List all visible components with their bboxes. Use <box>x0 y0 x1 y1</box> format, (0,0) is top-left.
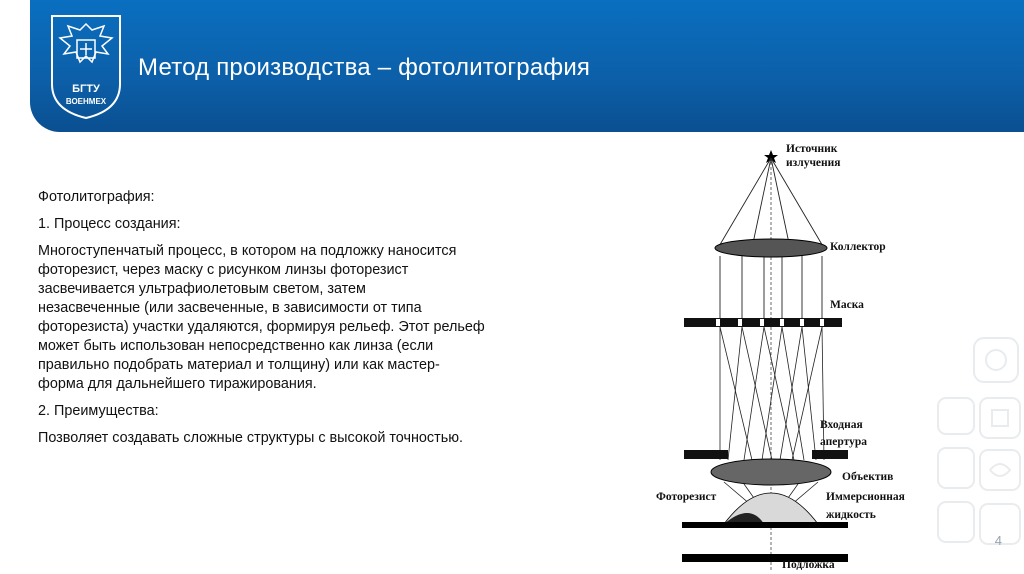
label-immersion-1: Иммерсионная <box>826 491 905 503</box>
section1-line: фоторезист, через маску с рисунком линзы фоторезист <box>38 262 409 278</box>
label-aperture-1: Входная <box>820 419 863 431</box>
decorative-pattern <box>934 330 1024 574</box>
section1-line: Многоступенчатый процесс, в котором на подложку наносится <box>38 243 457 259</box>
page-number: 4 <box>994 533 1002 548</box>
section1-line: правильно подобрать материал и толщину) или как мастер- <box>38 357 440 373</box>
section1-line: фоторезиста) участки удаляются, формируя рельеф. Этот рельеф <box>38 319 485 335</box>
section1-line: форма для дальнейшего тиражирования. <box>38 376 317 392</box>
photoresist-layer <box>682 522 848 528</box>
logo-text-bottom: ВОЕНМЕХ <box>65 97 107 106</box>
logo-text-top: БГТУ <box>72 83 100 95</box>
section2-text: Позволяет создавать сложные структуры с высокой точностью. <box>38 430 464 446</box>
header-bar <box>30 0 1024 132</box>
aperture-left <box>684 450 728 459</box>
objective-lens <box>711 459 831 485</box>
label-substrate: Подложка <box>782 559 835 571</box>
section1-line: засвечивается ультрафиолетовым светом, затем <box>38 281 366 297</box>
section1-paragraph <box>38 242 518 394</box>
label-source-1: Источник <box>786 143 838 155</box>
section1-line: незасвеченные (или засвеченные, в зависимости от типа <box>38 300 422 316</box>
aperture-right <box>812 450 848 459</box>
collector-lens <box>715 239 827 257</box>
label-objective: Объектив <box>842 471 894 483</box>
page-title: Метод производства – фотолитография <box>138 54 591 81</box>
content-block <box>38 188 518 456</box>
label-source-2: излучения <box>786 157 841 169</box>
content-heading: Фотолитография: <box>38 189 155 205</box>
label-collector: Коллектор <box>830 241 886 253</box>
section1-title: 1. Процесс создания: <box>38 216 181 232</box>
section1-line: может быть использован непосредственно как линза (если <box>38 338 434 354</box>
label-photoresist: Фоторезист <box>656 491 717 503</box>
photolithography-diagram <box>654 132 930 574</box>
university-logo <box>46 10 126 122</box>
label-aperture-2: апертура <box>820 436 867 448</box>
label-mask: Маска <box>830 299 864 311</box>
section2-title: 2. Преимущества: <box>38 403 159 419</box>
label-immersion-2: жидкость <box>826 509 876 521</box>
